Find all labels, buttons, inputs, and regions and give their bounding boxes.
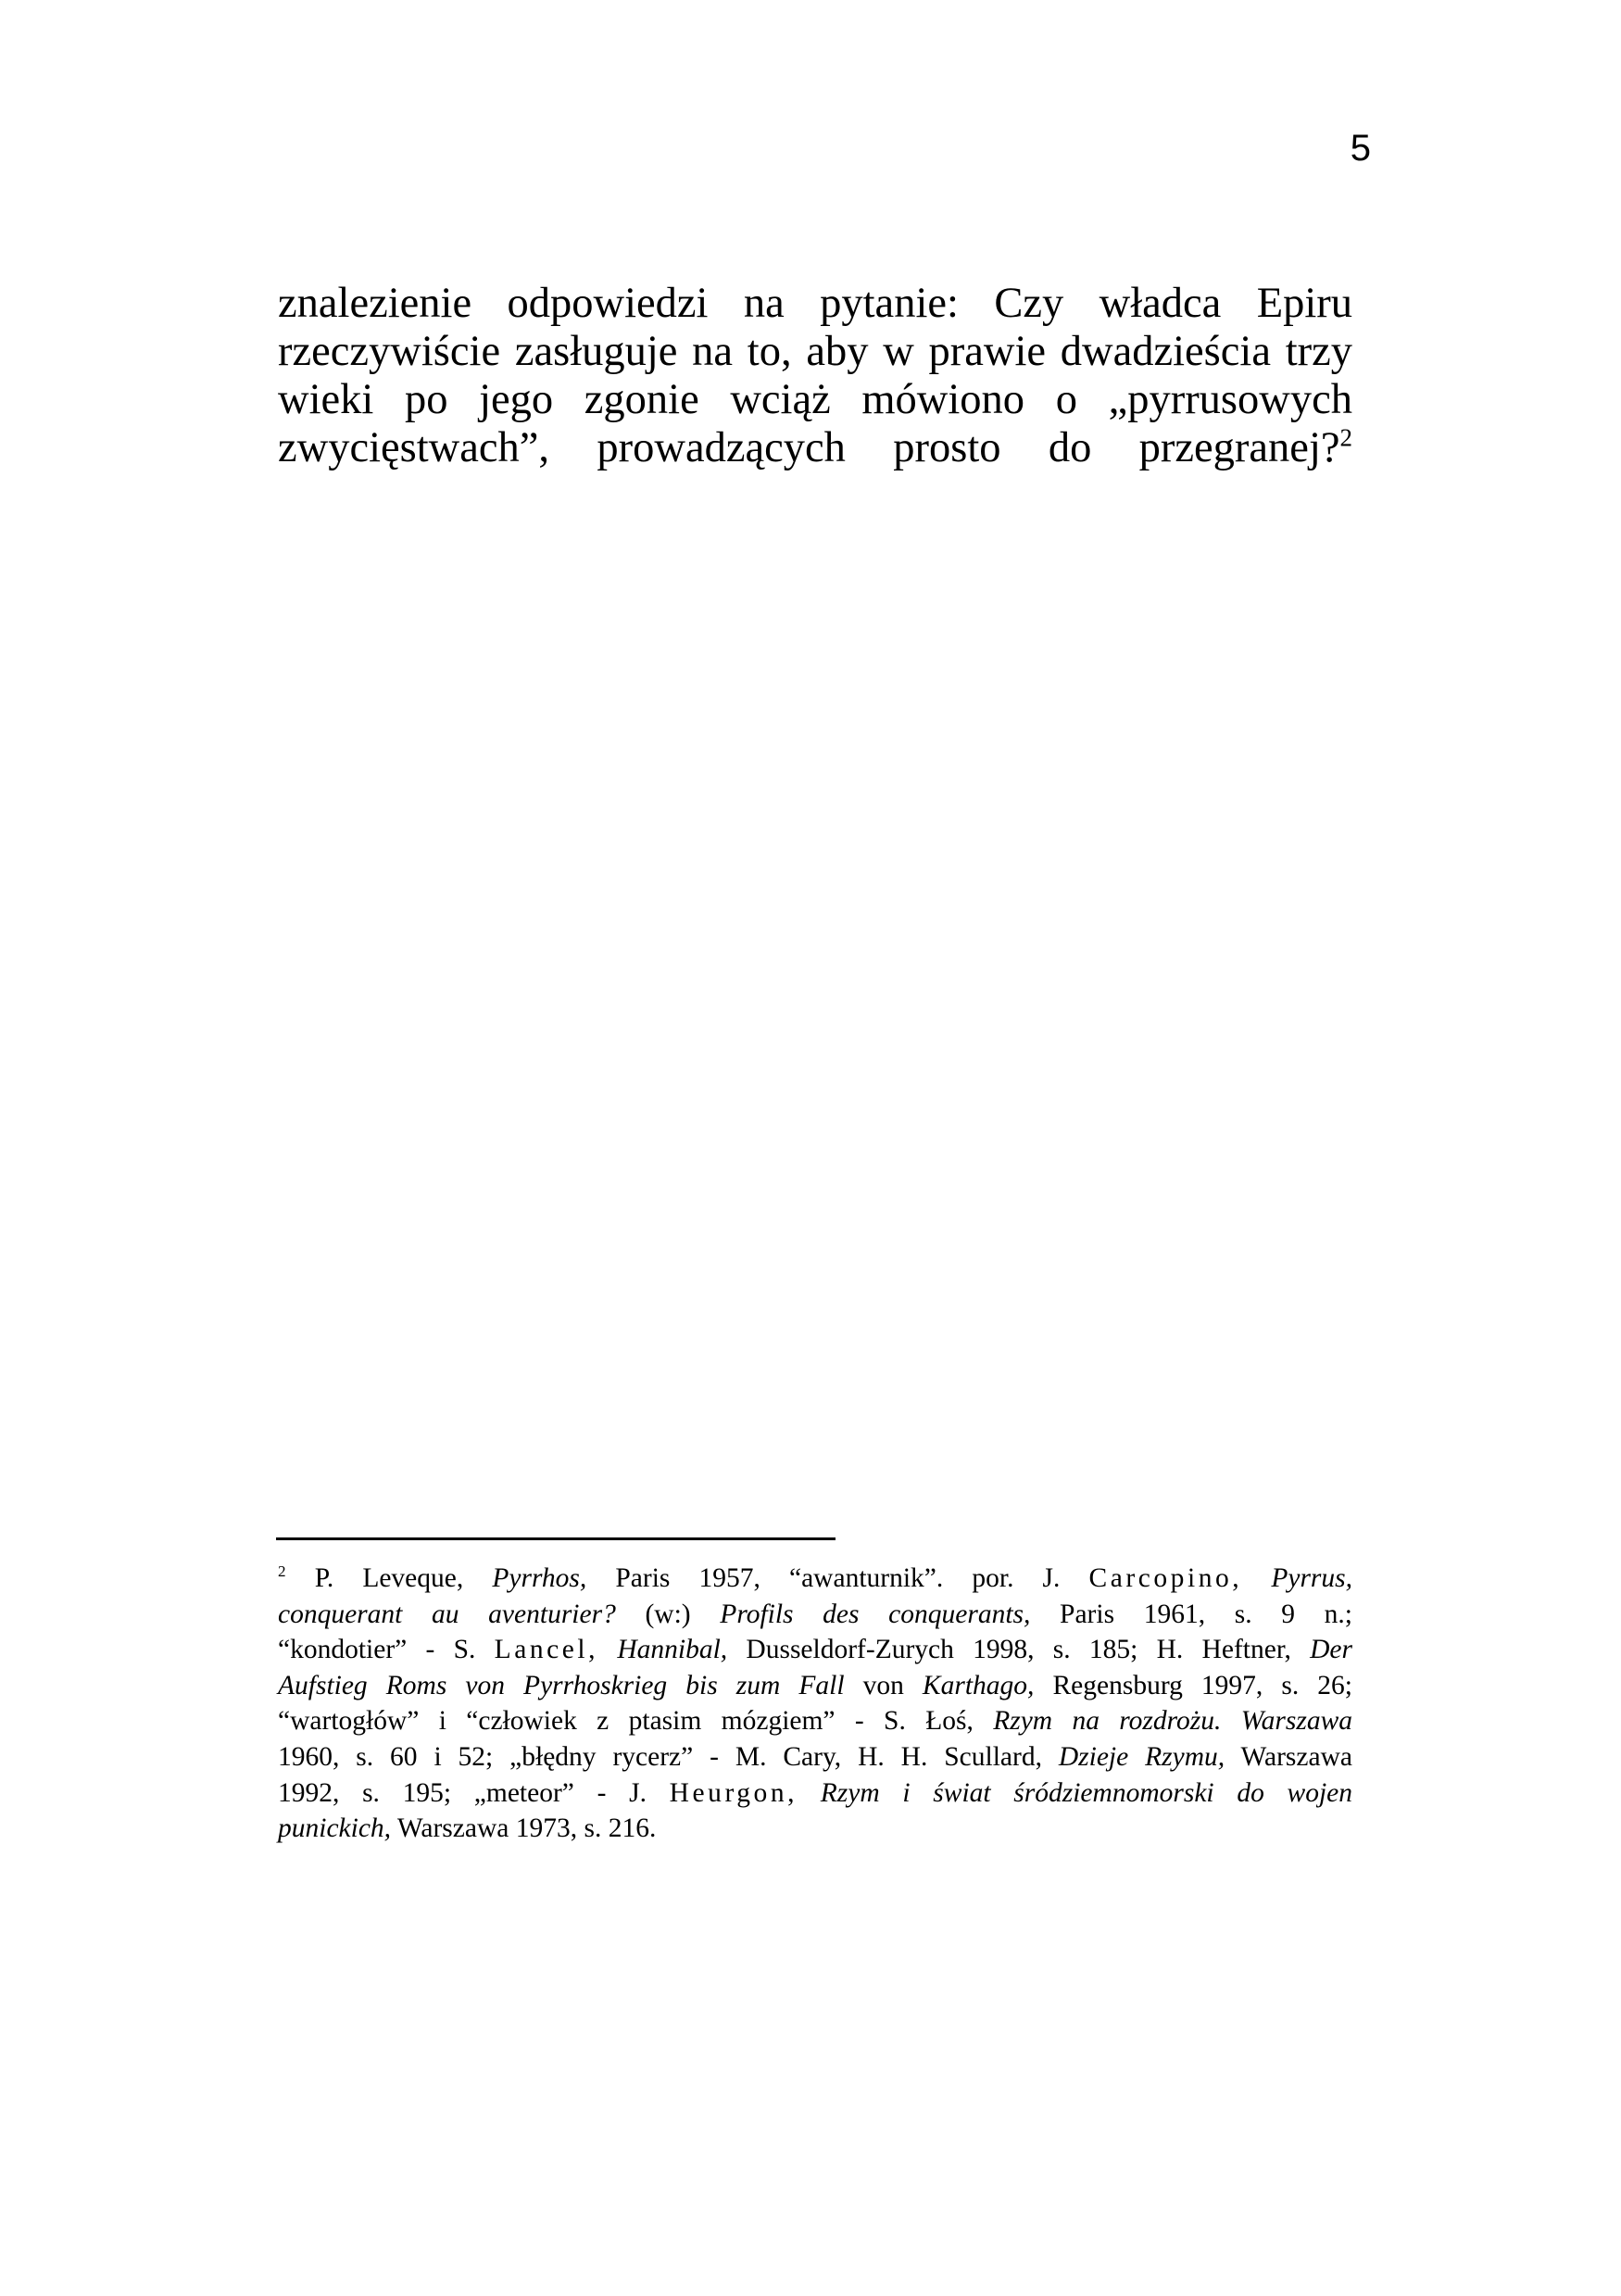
footnote-title: Pyrrhos, <box>492 1563 587 1593</box>
footnote-text: Paris 1961, s. 9 n.; <box>1030 1599 1352 1629</box>
footnote-line <box>278 1561 1352 1597</box>
footnote-line <box>278 1775 1352 1812</box>
footnote-text <box>798 1778 821 1808</box>
footnote-text: P. Leveque, <box>314 1563 493 1593</box>
footnote-reference: 2 <box>1339 423 1352 452</box>
body-line: wieki po jego zgonie wciąż mówiono o „pyrrusowych <box>278 376 1352 423</box>
footnote-title: conquerant au aventurier? <box>278 1599 616 1629</box>
footnote-line <box>278 1597 1352 1633</box>
footnote-text: Warszawa <box>1225 1741 1352 1772</box>
footnote <box>278 1561 1352 1847</box>
footnote-title: Dzieje Rzymu, <box>1058 1741 1225 1772</box>
footnote-title: Pyrrus, <box>1271 1563 1353 1593</box>
footnote-text: 1992, s. 195; „meteor” - J. <box>278 1777 670 1808</box>
footnote-title: Hannibal, <box>617 1635 728 1665</box>
body-line: rzeczywiście zasługuje na to, aby w prawie dwadzieścia trzy <box>278 328 1352 375</box>
footnote-title: Profils des conquerants, <box>720 1599 1031 1629</box>
footnote-text: “wartogłów” i “człowiek z ptasim mózgiem” - S. Łoś, <box>278 1706 994 1737</box>
footnote-text: “kondotier” - S. <box>278 1635 495 1665</box>
footnote-marker: 2 <box>278 1562 286 1581</box>
footnote-text: Paris 1957, “awanturnik”. por. J. <box>586 1563 1089 1593</box>
body-paragraph <box>278 280 1352 472</box>
footnote-text <box>1221 1706 1240 1736</box>
footnote-author: Lancel, <box>494 1635 599 1665</box>
footnote-text: Warszawa 1973, s. 216. <box>391 1813 657 1844</box>
footnote-author: Carcopino, <box>1088 1563 1243 1593</box>
footnote-place: Warszawa <box>1240 1706 1352 1737</box>
body-line-last <box>278 424 1352 472</box>
footnote-line <box>278 1668 1352 1704</box>
footnote-title: punickich, <box>278 1813 392 1844</box>
footnote-title: Rzym na rozdrożu. <box>993 1706 1222 1737</box>
footnote-text: Regensburg 1997, s. 26; <box>1034 1670 1353 1700</box>
footnote-text: Dusseldorf-Zurych 1998, s. 185; H. Heftner, <box>727 1635 1311 1665</box>
footnote-text <box>598 1635 617 1664</box>
footnote-title: Rzym i świat śródziemnomorski do wojen <box>820 1777 1352 1808</box>
footnote-text: von <box>844 1670 923 1700</box>
footnote-title: Karthago, <box>922 1670 1035 1700</box>
footnote-separator <box>276 1537 836 1540</box>
footnote-line <box>278 1632 1352 1668</box>
body-line-text: zwycięstwach”, prowadzących prosto do przegranej? <box>278 424 1340 471</box>
footnote-line <box>278 1703 1352 1739</box>
page-number: 5 <box>1350 128 1371 169</box>
footnote-line <box>278 1739 1352 1775</box>
footnote-text: (w:) <box>615 1599 721 1629</box>
body-line: znalezienie odpowiedzi na pytanie: Czy władca Epiru <box>278 280 1352 327</box>
footnote-title: Der <box>1310 1635 1352 1665</box>
footnote-text: 1960, s. 60 i 52; „błędny rycerz” - M. Cary, H. H. Scullard, <box>278 1741 1059 1772</box>
footnote-text <box>1242 1563 1271 1593</box>
footnote-author: Heurgon, <box>669 1777 798 1808</box>
footnote-title: Aufstieg Roms von Pyrrhoskrieg bis zum Fall <box>278 1670 845 1700</box>
footnote-line <box>278 1811 1352 1847</box>
